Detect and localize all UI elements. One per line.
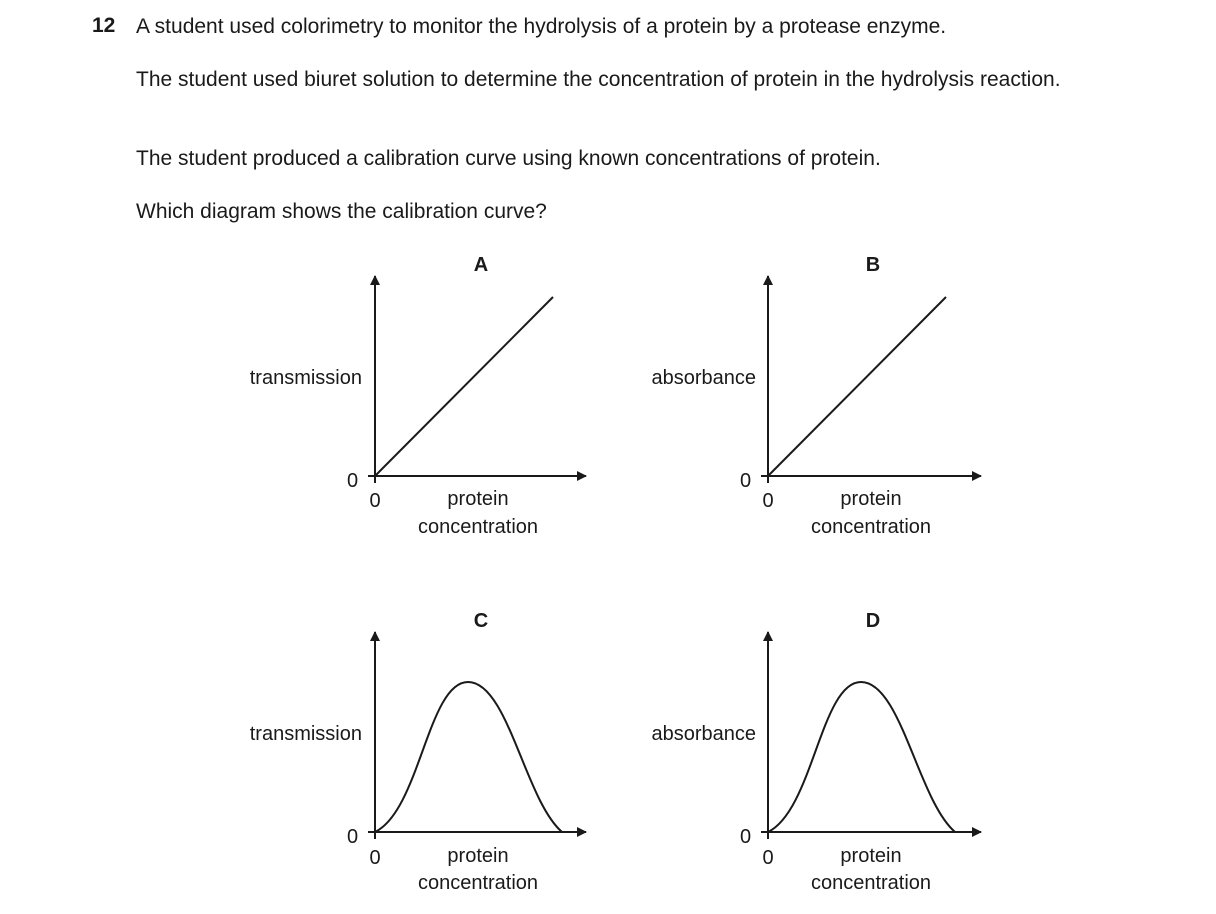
question-intro: A student used colorimetry to monitor the hydrolysis of a protein by a protease enzyme. (136, 15, 947, 38)
option-c-graph[interactable] (250, 610, 586, 894)
option-d-curve (768, 682, 955, 832)
option-c-x-label-line1: protein (447, 845, 509, 867)
option-b-y-label: absorbance (651, 367, 756, 389)
option-a-letter: A (473, 254, 489, 276)
question-prompt: Which diagram shows the calibration curve? (136, 200, 547, 223)
option-b-line (768, 297, 946, 476)
option-d-x-label-line2: concentration (810, 872, 932, 894)
option-d-y-origin: 0 (740, 826, 752, 848)
option-b-x-label-line1: protein (840, 488, 902, 510)
option-c-x-origin: 0 (369, 847, 381, 869)
option-b-graph[interactable] (651, 254, 981, 538)
option-c-letter: C (473, 610, 489, 632)
option-c-x-label-line2: concentration (417, 872, 539, 894)
question-calibration: The student produced a calibration curve using known concentrations of protein. (136, 147, 881, 170)
option-a-x-label-line2: concentration (417, 516, 539, 538)
option-b-x-label-line2: concentration (810, 516, 932, 538)
option-d-y-label: absorbance (651, 723, 756, 745)
option-c-y-origin: 0 (347, 826, 359, 848)
question-method: The student used biuret solution to determine the concentration of protein in the hydrolysis reaction. (136, 68, 1061, 91)
option-a-y-label: transmission (249, 367, 362, 389)
option-a-x-origin: 0 (369, 490, 381, 512)
option-a-graph[interactable] (250, 254, 586, 538)
option-c-y-label: transmission (249, 723, 362, 745)
option-b-y-origin: 0 (740, 470, 752, 492)
option-d-graph[interactable] (651, 610, 981, 894)
option-d-letter: D (865, 610, 881, 632)
option-d-x-origin: 0 (762, 847, 774, 869)
option-a-y-origin: 0 (347, 470, 359, 492)
option-b-letter: B (865, 254, 881, 276)
option-d-x-label-line1: protein (840, 845, 902, 867)
option-c-curve (375, 682, 562, 832)
question-number: 12 (92, 14, 116, 37)
option-b-x-origin: 0 (762, 490, 774, 512)
option-a-x-label-line1: protein (447, 488, 509, 510)
option-a-line (375, 297, 553, 476)
